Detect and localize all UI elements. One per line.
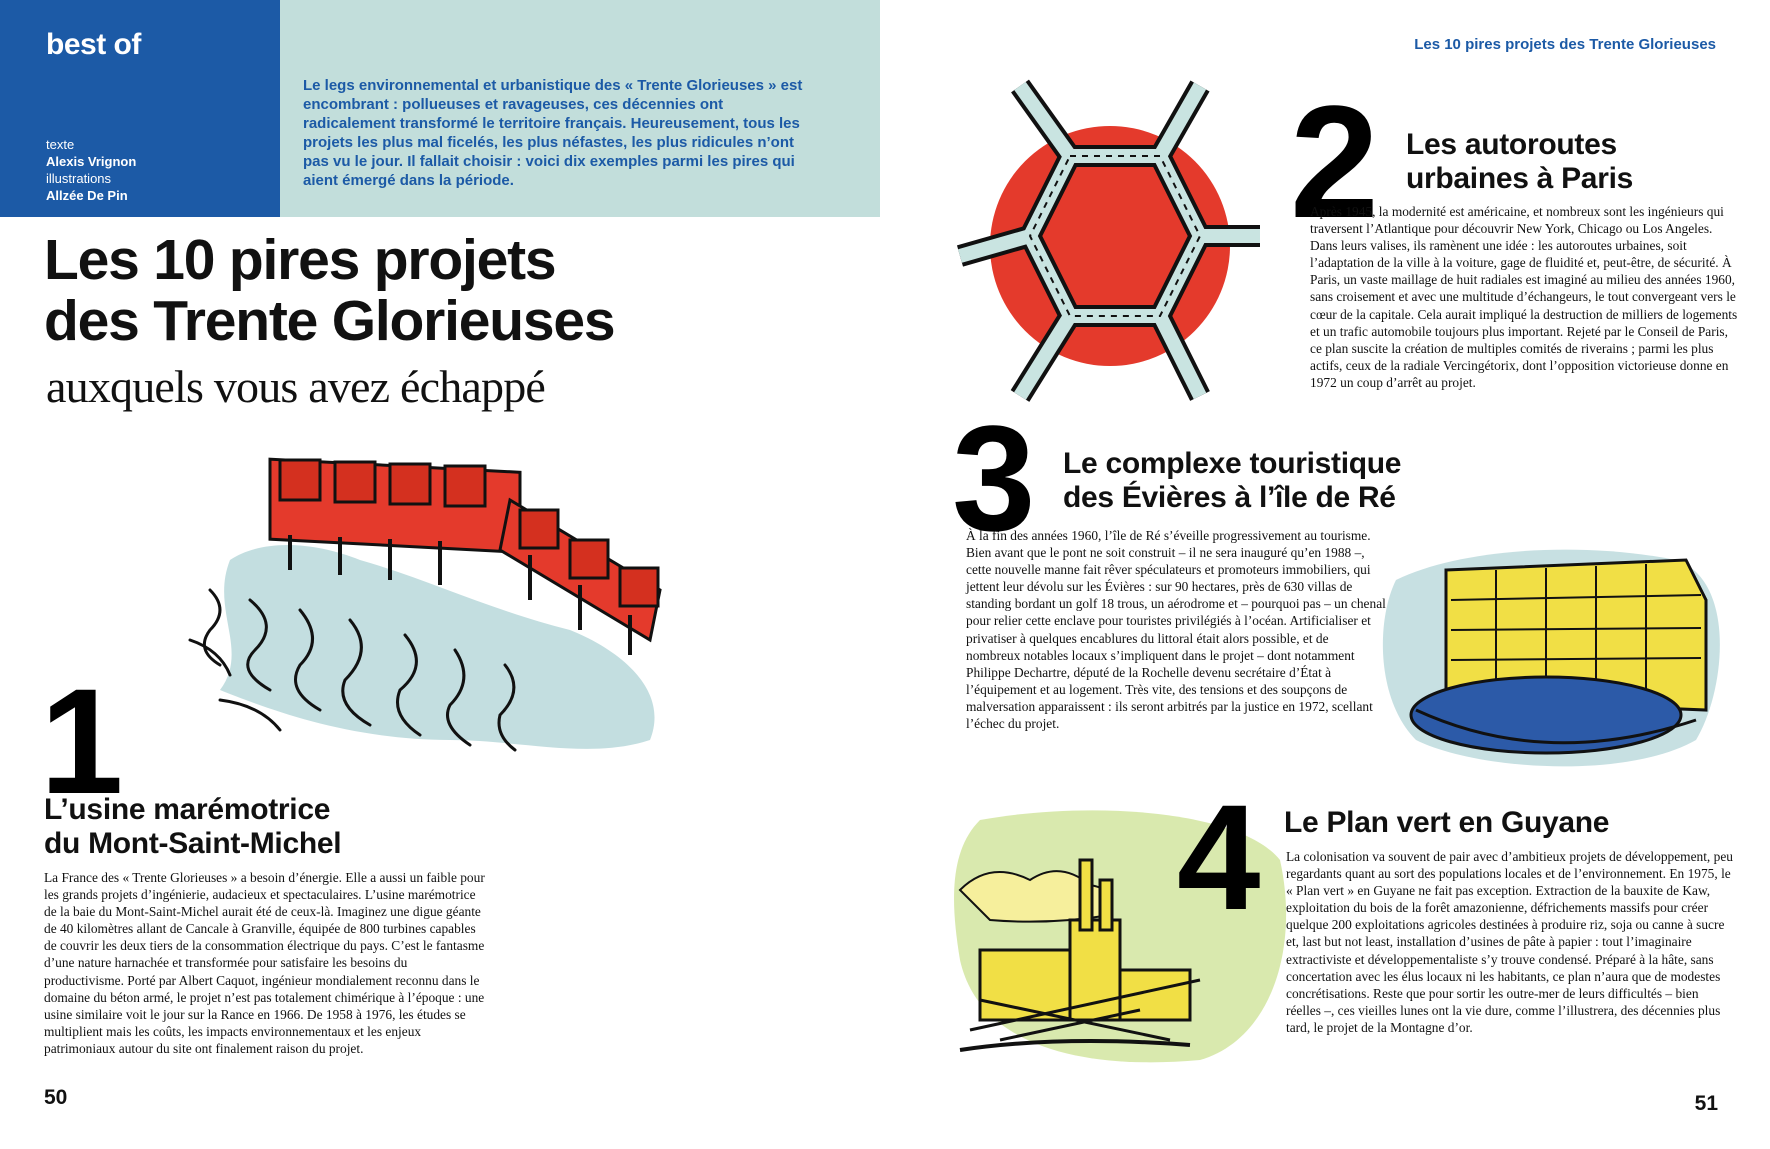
- item-2-title: [1406, 128, 1726, 196]
- credit-illus-name: Allzée De Pin: [46, 188, 128, 203]
- page-title: [44, 230, 844, 352]
- item-4-title: [1284, 806, 1704, 840]
- tidal-dam-illustration: [190, 440, 710, 780]
- item-2-body: Après 1945, la modernité est américaine, et nombreux sont les ingénieurs qui traversent l’Atlantique pour découvrir New York, Chicago ou Los Angeles. Dans leurs valises, ils ramènent une idée : les autoroutes urbaines, soit l’adaptation de la ville à la voiture, gage de fluidité et, peut-être, de sécurité. À Paris, un vaste maillage de huit radiales est imaginé au milieu des années 1960, sans croisement et avec une multitude d’échangeurs, le tout convergeant vers le cœur de la capitale. Cela aurait impliqué la destruction de milliers de logements et un trafic automobile toujours plus important. Rejeté par le Conseil de Paris, ce plan suscite la création de multiples comités de riverains ; parmi les plus actifs, ceux de la radiale Vercingétorix, dont l’opposition victorieuse donne en 1972 un coup d’arrêt au projet.: [1310, 204, 1738, 390]
- section-label: best of: [46, 28, 141, 61]
- item-3-number: 3: [952, 394, 1032, 562]
- item-1-title-line-2: du Mont-Saint-Michel: [44, 827, 342, 860]
- item-3-body: À la fin des années 1960, l’île de Ré s’éveille progressivement au tourisme. Bien avant que le pont ne soit construit – il ne sera inauguré qu’en 1988 –, cette nouvelle manne fait rêver spéculateurs et promoteurs immobiliers, qui jettent leur dévolu sur les Évières : sur 90 hectares, près de 630 villas de standing bordant un golf 18 trous, un aérodrome et – pourquoi pas – un chenal pour relier cette enclave pour touristes privilégiés à l’océan. Artificialiser et privatiser à quelques encablures du littoral était alors possible, et de nombreux notables locaux s’impliquent dans le projet – dont notamment Philippe Dechartre, député de la Rochelle devenu secrétaire d’État à l’équipement et au logement. Très vite, des tensions et des soupçons de malversation apparaissent : ils seront arbitrés par la justice en 1972, scellant l’échec du projet.: [966, 528, 1386, 732]
- page-title-line-1: Les 10 pires projets: [44, 228, 556, 292]
- item-2-title-line-2: urbaines à Paris: [1406, 162, 1633, 195]
- credit-text-name: Alexis Vrignon: [46, 154, 137, 169]
- item-4-number: 4: [1177, 773, 1257, 941]
- ring-roads-illustration: [960, 76, 1260, 406]
- page-number-right: 51: [1694, 1092, 1718, 1115]
- resort-illustration: [1376, 540, 1736, 780]
- item-3-title-line-2: des Évières à l’île de Ré: [1063, 481, 1396, 514]
- item-1-number: 1: [40, 657, 120, 825]
- item-1-title: [44, 793, 464, 861]
- page-subtitle: auxquels vous avez échappé: [46, 361, 546, 412]
- page-number-left: 50: [44, 1086, 68, 1109]
- item-3-title: [1063, 447, 1483, 515]
- credit-illus-role: illustrations: [46, 171, 112, 186]
- item-1-body: La France des « Trente Glorieuses » a besoin d’énergie. Elle a aussi un faible pour les grands projets d’ingénierie, audacieux et spectaculaires. L’usine marémotrice de la baie du Mont-Saint-Michel aurait été de ceux-là. Imaginez une digue géante de 40 kilomètres allant de Cancale à Granville, équipée de 800 turbines capables de couvrir les deux tiers de la consommation électrique du pays. C’est le fantasme d’une nature harnachée et transformée pour satisfaire les besoins du productivisme. Porté par Albert Caquot, ingénieur mondialement reconnu dans le domaine du béton armé, le projet n’est pas totalement chimérique à l’époque : une usine similaire voit le jour sur la Rance en 1966. De 1958 à 1976, les études se multiplient mais les coûts, les impacts environnementaux et les enjeux patrimoniaux autour du site ont finalement raison du projet.: [44, 870, 485, 1056]
- item-4-title-line-1: Le Plan vert en Guyane: [1284, 806, 1610, 839]
- item-2-title-line-1: Les autoroutes: [1406, 128, 1617, 161]
- item-4-body: La colonisation va souvent de pair avec d’ambitieux projets de développement, peu regardants quant au sort des populations locales et de l’environnement. En 1975, le « Plan vert » en Guyane ne fait pas exception. Extraction de la bauxite de Kaw, exploitation du bois de la forêt amazonienne, défrichements massifs pour créer quelque 200 exploitations agricoles destinées à produire riz, soja ou canne à sucre et, last but not least, installation d’usines de pâte à papier : tout l’imaginaire extractiviste et développementaliste s’y trouve condensé. Préparé à la hâte, sans concertation avec les élus locaux ni les habitants, ce plan n’aura que de modestes concrétisations. Reste que pour sortir les outre-mer de leurs difficultés – bien réelles –, ces vieilles lunes ont la vie dure, comme l’illustrera, des décennies plus tard, le projet de la Montagne d’or.: [1286, 849, 1733, 1035]
- credits: [46, 136, 136, 204]
- page-title-line-2: des Trente Glorieuses: [44, 289, 615, 353]
- item-1-title-line-1: L’usine marémotrice: [44, 793, 331, 826]
- item-3-title-line-1: Le complexe touristique: [1063, 447, 1402, 480]
- item-2-number: 2: [1290, 72, 1375, 251]
- credit-text-role: texte: [46, 137, 75, 152]
- intro-paragraph: Le legs environnemental et urbanistique des « Trente Glorieuses » est encombrant : pollueuses et ravageuses, ces décennies ont radicalement transformé le territoire français. Heureusement, tous les projets les plus mal ficelés, les plus néfastes, les plus ridicules n’ont pas vu le jour. Il fallait choisir : voici dix exemples parmi les pires qui aient émergé dans la période.: [303, 77, 803, 189]
- running-head: Les 10 pires projets des Trente Glorieuses: [1414, 36, 1716, 53]
